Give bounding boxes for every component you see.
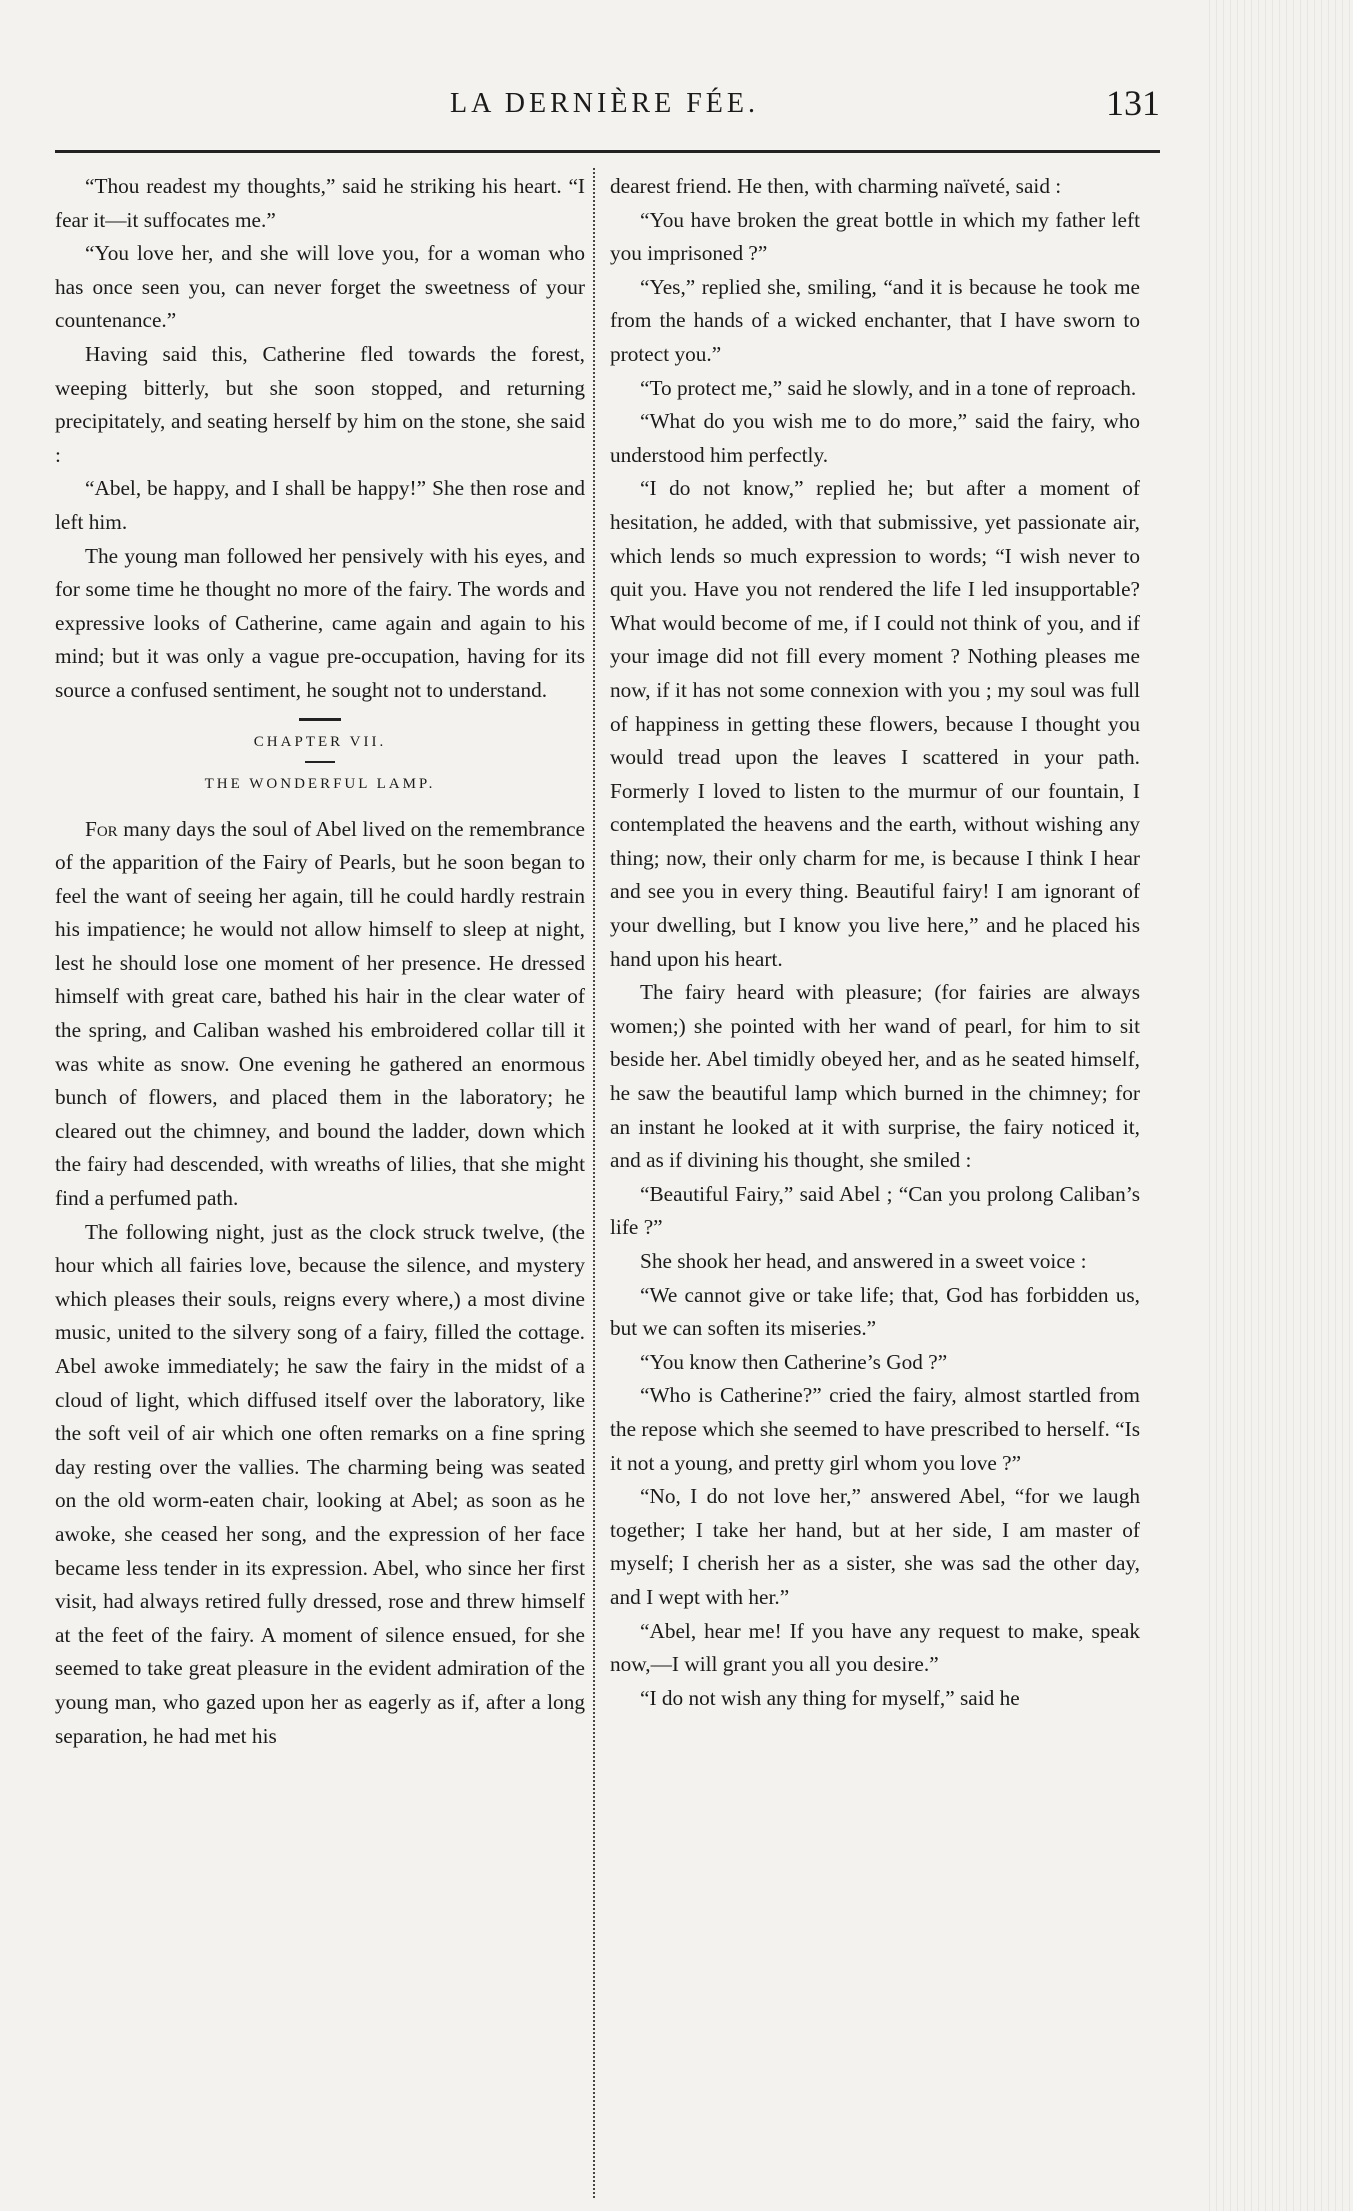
paragraph: “To protect me,” said he slowly, and in a tone of reproach. (640, 375, 1137, 400)
chapter-rule (305, 761, 335, 763)
paragraph: The fairy heard with pleasure; (for fairies are always women;) she pointed with her wand of pearl, for him to sit beside her. Abel timidly obeyed her, and as he seated himself, he saw the beautiful lamp which burned in the chimney; for an instant he looked at it with surprise, the fairy noticed it, and as if divining his thought, she smiled : (610, 980, 1140, 1173)
paragraph: “You have broken the great bottle in which my father left you imprisoned ?” (610, 207, 1140, 266)
page-number: 131 (1106, 83, 1160, 123)
paragraph: “Beautiful Fairy,” said Abel ; “Can you prolong Caliban’s life ?” (610, 1181, 1140, 1240)
chapter-rule (299, 718, 341, 721)
paragraph: “No, I do not love her,” answered Abel, “for we laugh together; I take her hand, but at her side, I am master of myself; I cherish her as a sister, she was sad the other day, and I wept with her.” (610, 1484, 1140, 1609)
paragraph: “Abel, hear me! If you have any request to make, speak now,—I will grant you all you desire.” (610, 1618, 1140, 1677)
right-column (610, 170, 1140, 1715)
paragraph-text: many days the soul of Abel lived on the remembrance of the apparition of the Fairy of Pearls, but he soon began to feel the want of seeing her again, till he could hardly restrain his impatience; he would not allow himself to sleep at night, lest he should lose one moment of her presence. He dressed himself with great care, bathed his hair in the clear water of the spring, and Caliban washed his embroidered collar till it was white as snow. One evening he gathered an enormous bunch of flowers, and placed them in the laboratory; he cleared out the chimney, and bound the ladder, down which the fairy had descended, with wreaths of lilies, that she might find a perfumed path. (55, 816, 585, 1211)
paragraph: “You love her, and she will love you, for a woman who has once seen you, can never forget the sweetness of your countenance.” (55, 241, 585, 333)
header-rule (55, 150, 1160, 153)
column-divider (593, 168, 595, 2198)
opening-word: For (85, 816, 118, 841)
paragraph: “I do not wish any thing for myself,” said he (640, 1685, 1020, 1710)
paragraph: She shook her head, and answered in a sweet voice : (640, 1249, 1087, 1273)
paragraph: The young man followed her pensively with his eyes, and for some time he thought no more of the fairy. The words and expressive looks of Catherine, came again and again to his mind; but it was only a vague pre-occupation, having for its source a confused sentiment, he sought not to understand. (55, 543, 585, 702)
left-column (55, 170, 585, 1753)
paragraph: “I do not know,” replied he; but after a moment of hesitation, he added, with that submissive, yet passionate air, which lends so much expression to words; “I wish never to quit you. Have you not rendered the life I led insupportable? What would become of me, if I could not think of you, and if your image did not fill every moment ? Nothing pleases me now, if it has not some connexion with you ; my soul was full of happiness in getting these flowers, because I thought you would tread upon the leaves I scattered in your path. Formerly I loved to listen to the murmur of our fountain, I contemplated the heavens and the earth, without wishing any thing; now, their only charm for me, is because I think I hear and see you in every thing. Beautiful fairy! I am ignorant of your dwelling, but I know you live here,” and he placed his hand upon his heart. (610, 476, 1140, 971)
paragraph: “We cannot give or take life; that, God has forbidden us, but we can soften its miseries.” (610, 1282, 1140, 1341)
paragraph: The following night, just as the clock struck twelve, (the hour which all fairies love, because the silence, and mystery which pleases their souls, reigns every where,) a most divine music, united to the silvery song of a fairy, filled the cottage. Abel awoke immediately; he saw the fairy in the midst of a cloud of light, which diffused itself over the laboratory, like the soft veil of air which one often remarks on a fine spring day resting over the vallies. The charming being was seated on the old worm-eaten chair, looking at Abel; as soon as he awoke, she ceased her song, and the expression of her face became less tender in its expression. Abel, who since her first visit, had always retired fully dressed, rose and threw himself at the feet of the fairy. A moment of silence ensued, for she seemed to take great pleasure in the evident admiration of the young man, who gazed upon her as eagerly as if, after a long separation, he had met his (55, 1219, 585, 1748)
page-header (60, 83, 1160, 128)
paragraph (55, 813, 585, 1216)
paragraph: “Abel, be happy, and I shall be happy!” She then rose and left him. (55, 476, 585, 534)
paragraph: “Thou readest my thoughts,” said he striking his heart. “I fear it—it suffocates me.” (55, 174, 585, 232)
paragraph: “You know then Catherine’s God ?” (640, 1349, 948, 1374)
paragraph: Having said this, Catherine fled towards the forest, weeping bitterly, but she soon stopped, and returning precipitately, and seating herself by him on the stone, she said : (55, 341, 585, 467)
chapter-heading: CHAPTER VII. (253, 733, 387, 750)
paragraph: “Who is Catherine?” cried the fairy, almost startled from the repose which she seemed to have prescribed to herself. “Is it not a young, and pretty girl whom you love ?” (610, 1383, 1140, 1475)
page-edge-shadow (1203, 0, 1353, 2211)
chapter-title: THE WONDERFUL LAMP. (204, 775, 436, 792)
paragraph: “What do you wish me to do more,” said the fairy, who understood him perfectly. (610, 409, 1140, 467)
paragraph: dearest friend. He then, with charming naïveté, said : (610, 174, 1062, 198)
running-title: LA DERNIÈRE FÉE. (450, 88, 759, 119)
paragraph: “Yes,” replied she, smiling, “and it is because he took me from the hands of a wicked enchanter, that I have sworn to protect you.” (610, 274, 1140, 366)
